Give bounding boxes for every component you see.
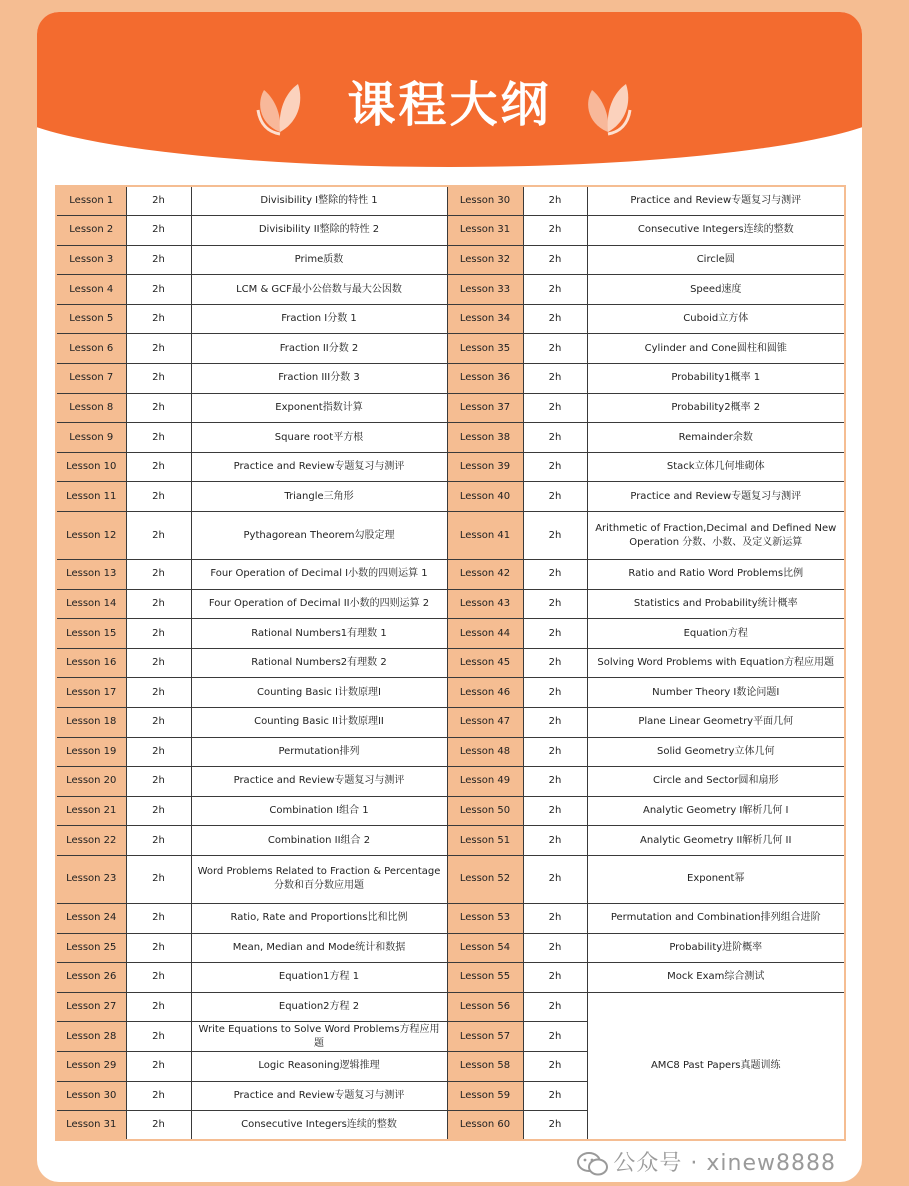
topic-cell: Circle and Sector圆和扇形 — [587, 767, 845, 797]
topic-cell: Practice and Review专题复习与测评 — [191, 767, 447, 797]
hours-cell: 2h — [523, 589, 587, 619]
lesson-cell: Lesson 57 — [447, 1022, 523, 1052]
lesson-cell: Lesson 28 — [56, 1022, 126, 1052]
lesson-cell: Lesson 8 — [56, 393, 126, 423]
table-row — [56, 482, 845, 512]
lesson-cell: Lesson 40 — [447, 482, 523, 512]
lesson-cell: Lesson 20 — [56, 767, 126, 797]
hours-cell: 2h — [126, 619, 191, 649]
topic-cell: Mock Exam综合测试 — [587, 963, 845, 993]
hours-cell: 2h — [523, 275, 587, 305]
topic-cell: Write Equations to Solve Word Problems方程应用题 — [191, 1022, 447, 1052]
table-row — [56, 708, 845, 738]
topic-cell: Cuboid立方体 — [587, 304, 845, 334]
lesson-cell: Lesson 46 — [447, 678, 523, 708]
hours-cell: 2h — [126, 560, 191, 590]
hours-cell: 2h — [523, 648, 587, 678]
hours-cell: 2h — [126, 216, 191, 246]
topic-cell: Practice and Review专题复习与测评 — [191, 452, 447, 482]
lesson-cell: Lesson 4 — [56, 275, 126, 305]
table-row — [56, 186, 845, 216]
hours-cell: 2h — [126, 855, 191, 903]
watermark — [577, 1146, 836, 1177]
hours-cell: 2h — [126, 903, 191, 933]
lesson-cell: Lesson 54 — [447, 933, 523, 963]
lesson-cell: Lesson 23 — [56, 855, 126, 903]
hours-cell: 2h — [126, 334, 191, 364]
topic-cell: Permutation and Combination排列组合进阶 — [587, 903, 845, 933]
lesson-cell: Lesson 49 — [447, 767, 523, 797]
lesson-cell: Lesson 5 — [56, 304, 126, 334]
hours-cell: 2h — [523, 903, 587, 933]
hours-cell: 2h — [126, 393, 191, 423]
lesson-cell: Lesson 2 — [56, 216, 126, 246]
lesson-cell: Lesson 34 — [447, 304, 523, 334]
topic-cell: LCM & GCF最小公倍数与最大公因数 — [191, 275, 447, 305]
lesson-cell: Lesson 26 — [56, 963, 126, 993]
table-row — [56, 245, 845, 275]
topic-cell: Consecutive Integers连续的整数 — [191, 1111, 447, 1141]
hours-cell: 2h — [126, 796, 191, 826]
topic-cell: Four Operation of Decimal II小数的四则运算 2 — [191, 589, 447, 619]
lesson-cell: Lesson 58 — [447, 1051, 523, 1081]
topic-cell: Equation1方程 1 — [191, 963, 447, 993]
lesson-cell: Lesson 36 — [447, 364, 523, 394]
topic-cell: Pythagorean Theorem勾股定理 — [191, 512, 447, 560]
topic-cell: Exponent幂 — [587, 855, 845, 903]
lesson-cell: Lesson 11 — [56, 482, 126, 512]
topic-cell: Counting Basic I计数原理I — [191, 678, 447, 708]
topic-cell: Fraction II分数 2 — [191, 334, 447, 364]
lesson-cell: Lesson 19 — [56, 737, 126, 767]
topic-cell: Rational Numbers2有理数 2 — [191, 648, 447, 678]
hours-cell: 2h — [523, 560, 587, 590]
topic-cell: Divisibility II整除的特性 2 — [191, 216, 447, 246]
hours-cell: 2h — [523, 767, 587, 797]
table-row — [56, 560, 845, 590]
hours-cell: 2h — [126, 364, 191, 394]
table-row — [56, 364, 845, 394]
hours-cell: 2h — [523, 482, 587, 512]
hours-cell: 2h — [126, 1111, 191, 1141]
topic-cell: Counting Basic II计数原理II — [191, 708, 447, 738]
hours-cell: 2h — [523, 1051, 587, 1081]
table-row — [56, 393, 845, 423]
hours-cell: 2h — [523, 1081, 587, 1111]
topic-cell: Analytic Geometry II解析几何 II — [587, 826, 845, 856]
hours-cell: 2h — [523, 855, 587, 903]
topic-cell: Circle圆 — [587, 245, 845, 275]
lesson-cell: Lesson 22 — [56, 826, 126, 856]
hours-cell: 2h — [523, 186, 587, 216]
lesson-cell: Lesson 1 — [56, 186, 126, 216]
topic-cell: Statistics and Probability统计概率 — [587, 589, 845, 619]
topic-cell: Analytic Geometry I解析几何 I — [587, 796, 845, 826]
hours-cell: 2h — [523, 216, 587, 246]
hours-cell: 2h — [126, 678, 191, 708]
lesson-cell: Lesson 43 — [447, 589, 523, 619]
table-row — [56, 648, 845, 678]
hours-cell: 2h — [126, 1081, 191, 1111]
hours-cell: 2h — [126, 1051, 191, 1081]
hours-cell: 2h — [126, 245, 191, 275]
table-row — [56, 796, 845, 826]
topic-cell: Exponent指数计算 — [191, 393, 447, 423]
hours-cell: 2h — [126, 304, 191, 334]
topic-cell: Number Theory I数论问题I — [587, 678, 845, 708]
lesson-cell: Lesson 30 — [56, 1081, 126, 1111]
table-row — [56, 826, 845, 856]
watermark-text: 公众号 · xinew8888 — [613, 1151, 836, 1176]
topic-cell: Solving Word Problems with Equation方程应用题 — [587, 648, 845, 678]
hours-cell: 2h — [126, 708, 191, 738]
table-row — [56, 334, 845, 364]
lesson-cell: Lesson 10 — [56, 452, 126, 482]
hours-cell: 2h — [126, 1022, 191, 1052]
hours-cell: 2h — [126, 963, 191, 993]
topic-cell: Probability1概率 1 — [587, 364, 845, 394]
lesson-cell: Lesson 55 — [447, 963, 523, 993]
lesson-cell: Lesson 31 — [56, 1111, 126, 1141]
lesson-cell: Lesson 53 — [447, 903, 523, 933]
hours-cell: 2h — [523, 992, 587, 1022]
hours-cell: 2h — [523, 334, 587, 364]
table-row — [56, 933, 845, 963]
hours-cell: 2h — [126, 186, 191, 216]
table-row — [56, 452, 845, 482]
lesson-cell: Lesson 52 — [447, 855, 523, 903]
leaf-icon-right — [582, 80, 634, 136]
topic-cell: Fraction I分数 1 — [191, 304, 447, 334]
table-row — [56, 963, 845, 993]
hours-cell: 2h — [126, 512, 191, 560]
topic-cell: Triangle三角形 — [191, 482, 447, 512]
topic-cell: AMC8 Past Papers真题训练 — [587, 992, 845, 1140]
table-row — [56, 992, 845, 1022]
hours-cell: 2h — [126, 423, 191, 453]
lesson-cell: Lesson 41 — [447, 512, 523, 560]
topic-cell: Word Problems Related to Fraction & Percentage 分数和百分数应用题 — [191, 855, 447, 903]
lesson-cell: Lesson 50 — [447, 796, 523, 826]
lesson-cell: Lesson 31 — [447, 216, 523, 246]
hours-cell: 2h — [523, 1022, 587, 1052]
lesson-cell: Lesson 35 — [447, 334, 523, 364]
hours-cell: 2h — [126, 826, 191, 856]
hours-cell: 2h — [523, 364, 587, 394]
hours-cell: 2h — [523, 708, 587, 738]
topic-cell: Equation方程 — [587, 619, 845, 649]
table-row — [56, 275, 845, 305]
hours-cell: 2h — [523, 1111, 587, 1141]
lesson-cell: Lesson 16 — [56, 648, 126, 678]
lesson-cell: Lesson 21 — [56, 796, 126, 826]
lesson-cell: Lesson 13 — [56, 560, 126, 590]
wechat-icon — [577, 1152, 609, 1176]
topic-cell: Combination II组合 2 — [191, 826, 447, 856]
hours-cell: 2h — [523, 512, 587, 560]
hours-cell: 2h — [523, 963, 587, 993]
topic-cell: Four Operation of Decimal I小数的四则运算 1 — [191, 560, 447, 590]
hours-cell: 2h — [523, 452, 587, 482]
table-row — [56, 737, 845, 767]
lesson-cell: Lesson 6 — [56, 334, 126, 364]
topic-cell: Ratio and Ratio Word Problems比例 — [587, 560, 845, 590]
lesson-cell: Lesson 44 — [447, 619, 523, 649]
hours-cell: 2h — [126, 648, 191, 678]
lesson-cell: Lesson 38 — [447, 423, 523, 453]
topic-cell: Probability进阶概率 — [587, 933, 845, 963]
lesson-cell: Lesson 37 — [447, 393, 523, 423]
topic-cell: Probability2概率 2 — [587, 393, 845, 423]
lesson-cell: Lesson 7 — [56, 364, 126, 394]
table-row — [56, 855, 845, 903]
topic-cell: Fraction III分数 3 — [191, 364, 447, 394]
lesson-cell: Lesson 27 — [56, 992, 126, 1022]
topic-cell: Cylinder and Cone圆柱和圆锥 — [587, 334, 845, 364]
table-row — [56, 903, 845, 933]
lesson-cell: Lesson 17 — [56, 678, 126, 708]
lesson-cell: Lesson 15 — [56, 619, 126, 649]
hours-cell: 2h — [523, 678, 587, 708]
hours-cell: 2h — [126, 589, 191, 619]
hours-cell: 2h — [126, 992, 191, 1022]
lesson-cell: Lesson 56 — [447, 992, 523, 1022]
lesson-cell: Lesson 9 — [56, 423, 126, 453]
hours-cell: 2h — [523, 933, 587, 963]
hours-cell: 2h — [523, 826, 587, 856]
syllabus-card — [37, 12, 862, 1182]
hours-cell: 2h — [126, 482, 191, 512]
lesson-cell: Lesson 60 — [447, 1111, 523, 1141]
lesson-cell: Lesson 12 — [56, 512, 126, 560]
topic-cell: Practice and Review专题复习与测评 — [587, 482, 845, 512]
lesson-cell: Lesson 25 — [56, 933, 126, 963]
lesson-cell: Lesson 47 — [447, 708, 523, 738]
hours-cell: 2h — [126, 737, 191, 767]
lesson-cell: Lesson 14 — [56, 589, 126, 619]
topic-cell: Ratio, Rate and Proportions比和比例 — [191, 903, 447, 933]
table-row — [56, 216, 845, 246]
hours-cell: 2h — [523, 393, 587, 423]
hours-cell: 2h — [523, 245, 587, 275]
lesson-cell: Lesson 30 — [447, 186, 523, 216]
topic-cell: Permutation排列 — [191, 737, 447, 767]
topic-cell: Remainder余数 — [587, 423, 845, 453]
lesson-cell: Lesson 42 — [447, 560, 523, 590]
lesson-cell: Lesson 29 — [56, 1051, 126, 1081]
syllabus-table — [55, 185, 846, 1141]
hours-cell: 2h — [126, 452, 191, 482]
topic-cell: Stack立体几何堆砌体 — [587, 452, 845, 482]
table-row — [56, 619, 845, 649]
lesson-cell: Lesson 3 — [56, 245, 126, 275]
table-row — [56, 423, 845, 453]
table-row — [56, 304, 845, 334]
hours-cell: 2h — [523, 423, 587, 453]
table-row — [56, 678, 845, 708]
topic-cell: Consecutive Integers连续的整数 — [587, 216, 845, 246]
topic-cell: Arithmetic of Fraction,Decimal and Defined New Operation 分数、小数、及定义新运算 — [587, 512, 845, 560]
lesson-cell: Lesson 39 — [447, 452, 523, 482]
lesson-cell: Lesson 33 — [447, 275, 523, 305]
topic-cell: Mean, Median and Mode统计和数据 — [191, 933, 447, 963]
hours-cell: 2h — [523, 737, 587, 767]
topic-cell: Practice and Review专题复习与测评 — [191, 1081, 447, 1111]
lesson-cell: Lesson 45 — [447, 648, 523, 678]
page-title: 课程大纲 — [347, 77, 552, 133]
hours-cell: 2h — [523, 619, 587, 649]
topic-cell: Combination I组合 1 — [191, 796, 447, 826]
table-row — [56, 767, 845, 797]
lesson-cell: Lesson 24 — [56, 903, 126, 933]
table-row — [56, 589, 845, 619]
topic-cell: Square root平方根 — [191, 423, 447, 453]
lesson-cell: Lesson 32 — [447, 245, 523, 275]
lesson-cell: Lesson 18 — [56, 708, 126, 738]
topic-cell: Speed速度 — [587, 275, 845, 305]
topic-cell: Plane Linear Geometry平面几何 — [587, 708, 845, 738]
topic-cell: Practice and Review专题复习与测评 — [587, 186, 845, 216]
hours-cell: 2h — [126, 933, 191, 963]
hours-cell: 2h — [126, 275, 191, 305]
hours-cell: 2h — [523, 304, 587, 334]
topic-cell: Logic Reasoning逻辑推理 — [191, 1051, 447, 1081]
hours-cell: 2h — [523, 796, 587, 826]
lesson-cell: Lesson 48 — [447, 737, 523, 767]
table-row — [56, 512, 845, 560]
lesson-cell: Lesson 59 — [447, 1081, 523, 1111]
lesson-cell: Lesson 51 — [447, 826, 523, 856]
topic-cell: Solid Geometry立体几何 — [587, 737, 845, 767]
topic-cell: Divisibility I整除的特性 1 — [191, 186, 447, 216]
topic-cell: Equation2方程 2 — [191, 992, 447, 1022]
topic-cell: Prime质数 — [191, 245, 447, 275]
topic-cell: Rational Numbers1有理数 1 — [191, 619, 447, 649]
hours-cell: 2h — [126, 767, 191, 797]
